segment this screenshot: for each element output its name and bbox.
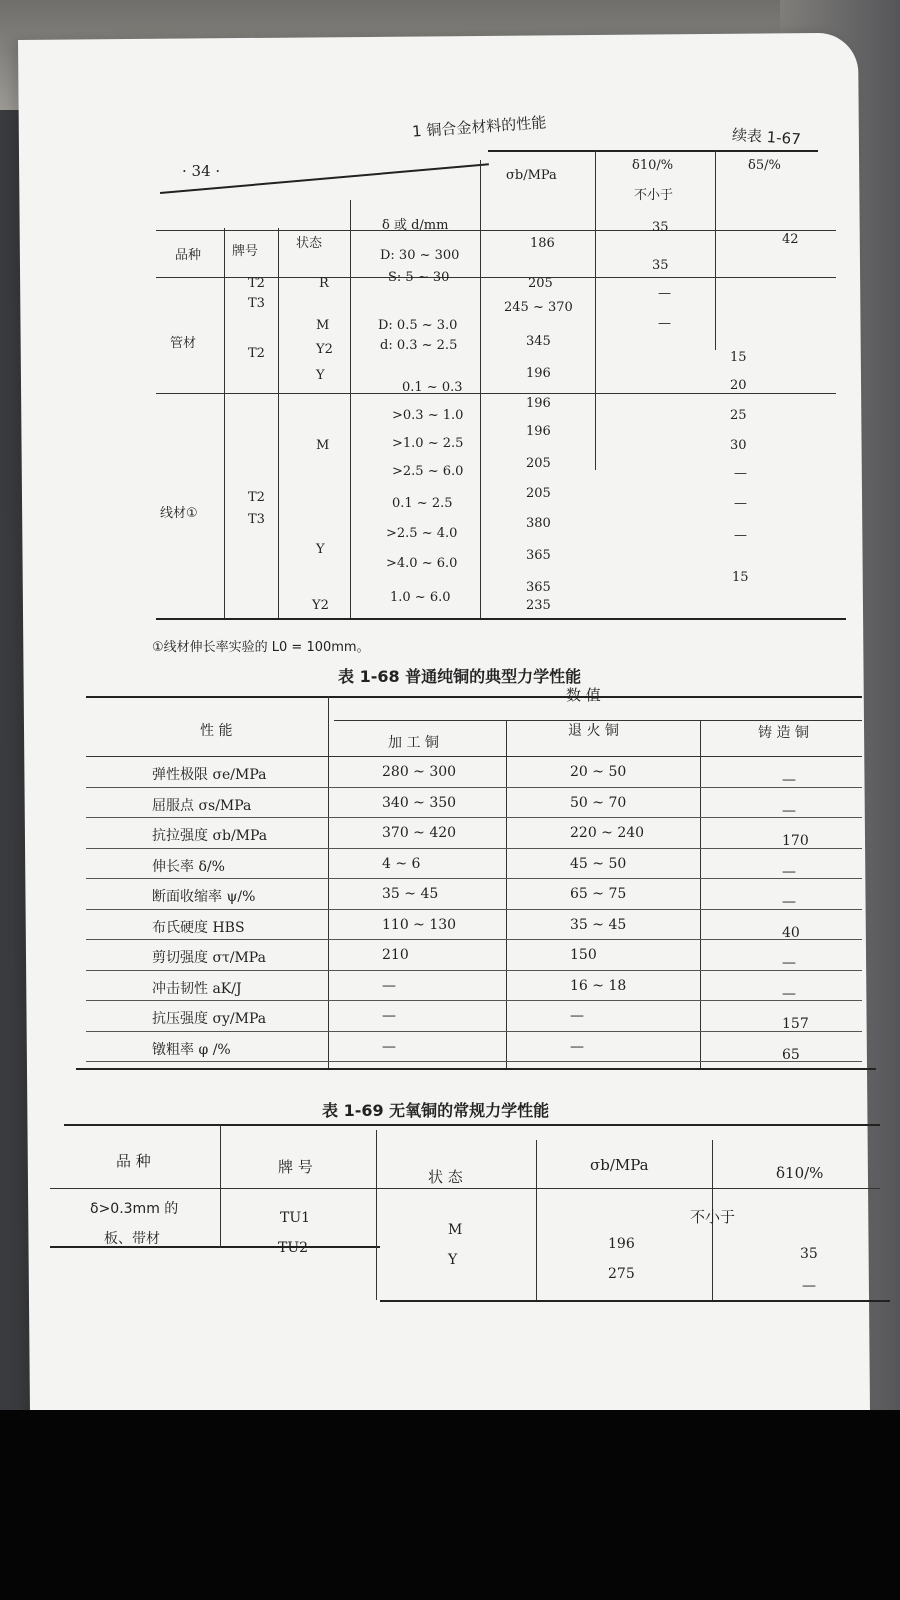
t68-row-property: 抗拉强度 σb/MPa [152, 828, 268, 844]
t68-row-property: 抗压强度 σy/MPa [152, 1011, 267, 1027]
t69-sigma: 275 [608, 1266, 635, 1282]
tube-delta10: — [658, 316, 671, 331]
t68-row-rule [86, 1000, 862, 1001]
t68-row-worked: 110 ~ 130 [382, 916, 457, 933]
t68-row-property: 冲击韧性 aK/J [152, 980, 242, 997]
t68-title: 表 1-68 普通纯铜的典型力学性能 [338, 667, 582, 686]
wire-delta5: — [734, 466, 747, 481]
t68-row-rule [86, 878, 862, 879]
page-number: · 34 · [182, 162, 221, 180]
tube-state: R [319, 276, 329, 291]
t67-header-delta5: δ5/% [748, 158, 781, 173]
t68-row-annealed: 220 ~ 240 [570, 825, 645, 841]
t68-row-property: 断面收缩率 ψ/% [152, 889, 256, 905]
t69-state: Y [448, 1252, 458, 1268]
wire-grade: T3 [248, 512, 265, 527]
t69-header-rule [50, 1188, 880, 1189]
t68-row-cast: — [782, 772, 796, 788]
wire-dim: 1.0 ~ 6.0 [390, 590, 451, 605]
wire-delta5: 20 [730, 378, 747, 393]
t68-row-worked: — [382, 1038, 396, 1055]
t68-row-annealed: — [570, 1038, 584, 1055]
t67-vrule [480, 160, 481, 618]
tube-state: Y [316, 368, 325, 383]
t68-row-cast: — [782, 863, 796, 880]
t67-header-dim: δ 或 d/mm [382, 218, 449, 233]
t68-row-rule [86, 787, 862, 788]
background-bottom [0, 1410, 900, 1600]
t67-header-state: 状态 [296, 236, 323, 251]
t68-row-property: 弹性极限 σe/MPa [152, 767, 267, 783]
wire-sigma: 365 [526, 548, 551, 563]
t69-vrule [536, 1140, 537, 1300]
wire-dim: >0.3 ~ 1.0 [392, 408, 464, 423]
wire-sigma: 205 [526, 456, 551, 471]
t68-row-cast: 157 [782, 1016, 809, 1032]
t68-row-property: 屈服点 σs/MPa [152, 797, 252, 814]
page-content [20, 0, 900, 1400]
t69-col-sigma: σb/MPa [590, 1156, 649, 1174]
wire-delta5: 25 [730, 408, 747, 423]
t68-row-cast: — [782, 985, 796, 1002]
t68-row-cast: — [782, 955, 796, 971]
t69-sigma: 196 [608, 1236, 635, 1252]
tube-state: M [316, 318, 330, 333]
t69-bottom-rule-right [380, 1300, 890, 1302]
t68-row-property: 布氏硬度 HBS [152, 919, 245, 936]
t69-delta: — [802, 1278, 816, 1294]
t68-row-annealed: 45 ~ 50 [570, 855, 627, 872]
wire-dim: >4.0 ~ 6.0 [386, 556, 458, 571]
t68-row-property: 剪切强度 στ/MPa [152, 950, 266, 966]
wire-delta5: — [734, 528, 747, 543]
t68-vrule [328, 696, 329, 1068]
wire-state-m: M [316, 438, 330, 453]
t68-row-worked: 340 ~ 350 [382, 794, 457, 811]
t68-row-annealed: 35 ~ 45 [570, 916, 627, 933]
t69-variety: δ>0.3mm 的 [90, 1201, 179, 1217]
t69-state: M [448, 1222, 463, 1238]
t69-vrule [376, 1130, 377, 1300]
t69-title: 表 1-69 无氧铜的常规力学性能 [322, 1101, 550, 1120]
t68-row-property: 伸长率 δ/% [152, 858, 225, 875]
t69-top-rule [64, 1124, 880, 1126]
t69-variety: 板、带材 [104, 1231, 160, 1247]
t67-vrule [715, 150, 716, 350]
t67-header-min: 不小于 [634, 188, 674, 203]
tube-grade: T2 [248, 346, 265, 361]
t69-col-delta: δ10/% [776, 1164, 824, 1182]
tube-sigma: 186 [530, 236, 555, 251]
t69-delta: 35 [800, 1246, 818, 1262]
t69-grade: TU2 [278, 1240, 309, 1256]
t67-header-grade: 牌号 [232, 244, 259, 259]
wire-state-y: Y [316, 542, 325, 557]
wire-dim: >2.5 ~ 6.0 [392, 464, 464, 479]
tube-dim: d: 0.3 ~ 2.5 [380, 338, 458, 353]
wire-state-y2: Y2 [312, 598, 329, 613]
t68-row-rule [86, 848, 862, 849]
t68-row-annealed: 20 ~ 50 [570, 764, 627, 780]
tube-delta10: 35 [652, 220, 669, 235]
wire-grade: T2 [248, 490, 265, 505]
t68-row-annealed: 50 ~ 70 [570, 794, 627, 811]
t67-footnote: ①线材伸长率实验的 L0 = 100mm。 [152, 640, 370, 655]
t68-col-value: 数 值 [566, 686, 601, 704]
wire-delta5: — [734, 496, 747, 511]
t68-row-cast: 65 [782, 1046, 800, 1063]
t67-top-rule-right [488, 150, 818, 152]
t68-row-cast: 170 [782, 833, 809, 849]
t68-col-property: 性 能 [200, 723, 233, 739]
t68-row-rule [86, 939, 862, 940]
t68-row-rule [86, 909, 862, 910]
t68-top-rule [86, 696, 862, 698]
t67-rule [156, 230, 836, 231]
tube-grade: T2 [248, 276, 265, 291]
t68-row-worked: — [382, 1008, 396, 1024]
wire-sigma: 196 [526, 424, 551, 439]
tube-sigma: 196 [526, 366, 551, 381]
tube-label: 管材 [170, 336, 197, 351]
t67-vrule [278, 228, 279, 618]
tube-sigma: 245 ~ 370 [504, 300, 573, 315]
t67-vrule [224, 228, 225, 618]
t69-col-state: 状 态 [428, 1168, 463, 1186]
tube-sigma: 205 [528, 276, 553, 291]
tube-dim: S: 5 ~ 30 [388, 270, 450, 285]
t68-col-cast: 铸 造 铜 [758, 725, 809, 741]
t67-rule [156, 393, 836, 394]
tube-delta10: — [658, 286, 671, 301]
t67-header-sigma: σb/MPa [506, 168, 557, 183]
tube-sigma: 345 [526, 334, 551, 349]
t68-col-annealed: 退 火 铜 [568, 723, 619, 739]
t68-row-annealed: 150 [570, 947, 597, 963]
wire-sigma: 205 [526, 486, 551, 501]
t68-row-annealed: 16 ~ 18 [570, 977, 627, 994]
t68-row-annealed: — [570, 1008, 584, 1024]
t69-grade: TU1 [280, 1210, 311, 1226]
t68-row-worked: 35 ~ 45 [382, 886, 439, 902]
t69-min: 不小于 [690, 1208, 736, 1226]
t68-row-worked: — [382, 977, 396, 994]
wire-dim: >1.0 ~ 2.5 [392, 436, 464, 451]
t67-vrule [595, 150, 596, 470]
wire-dim: 0.1 ~ 0.3 [402, 380, 463, 395]
t68-row-cast: — [782, 802, 796, 819]
continued-table-label: 续表 1-67 [731, 125, 802, 149]
t67-vrule [350, 200, 351, 618]
t67-header-delta10: δ10/% [632, 158, 674, 173]
wire-sigma: 365 [526, 580, 551, 595]
t68-header-rule [86, 756, 862, 757]
tube-delta5: 42 [782, 232, 799, 247]
t69-vrule [220, 1124, 221, 1248]
t67-header-variety: 品种 [175, 248, 202, 263]
wire-delta5: 15 [730, 350, 747, 365]
t69-bottom-rule-left [50, 1246, 380, 1248]
t68-col-worked: 加 工 铜 [388, 735, 439, 751]
wire-sigma: 235 [526, 598, 551, 613]
tube-delta10: 35 [652, 258, 669, 273]
t68-row-annealed: 65 ~ 75 [570, 886, 627, 902]
wire-sigma: 196 [526, 396, 551, 411]
t68-row-property: 镦粗率 φ /% [152, 1041, 231, 1058]
t68-bottom-rule [76, 1068, 876, 1070]
tube-dim: D: 0.5 ~ 3.0 [378, 318, 458, 333]
wire-delta5: 15 [732, 570, 749, 585]
wire-label: 线材① [160, 506, 198, 521]
wire-dim: >2.5 ~ 4.0 [386, 526, 458, 541]
t68-vrule [506, 720, 507, 1068]
t68-row-rule [86, 1061, 862, 1062]
t68-row-rule [86, 970, 862, 971]
t69-col-variety: 品 种 [116, 1152, 151, 1170]
tube-state: Y2 [316, 342, 333, 357]
t68-row-worked: 210 [382, 947, 409, 963]
chapter-title: 1 铜合金材料的性能 [411, 113, 547, 141]
t68-row-cast: — [782, 894, 796, 910]
t68-row-worked: 280 ~ 300 [382, 764, 457, 780]
t67-bottom-rule [156, 618, 846, 620]
t68-row-worked: 370 ~ 420 [382, 825, 457, 841]
wire-delta5: 30 [730, 438, 747, 453]
tube-grade: T3 [248, 296, 265, 311]
t68-row-cast: 40 [782, 924, 800, 941]
t68-vrule [700, 720, 701, 1068]
t68-row-worked: 4 ~ 6 [382, 855, 421, 872]
t68-row-rule [86, 817, 862, 818]
wire-sigma: 380 [526, 516, 551, 531]
t68-row-rule [86, 1031, 862, 1032]
t69-col-grade: 牌 号 [278, 1158, 313, 1176]
tube-dim: D: 30 ~ 300 [380, 248, 460, 263]
wire-dim: 0.1 ~ 2.5 [392, 496, 453, 511]
